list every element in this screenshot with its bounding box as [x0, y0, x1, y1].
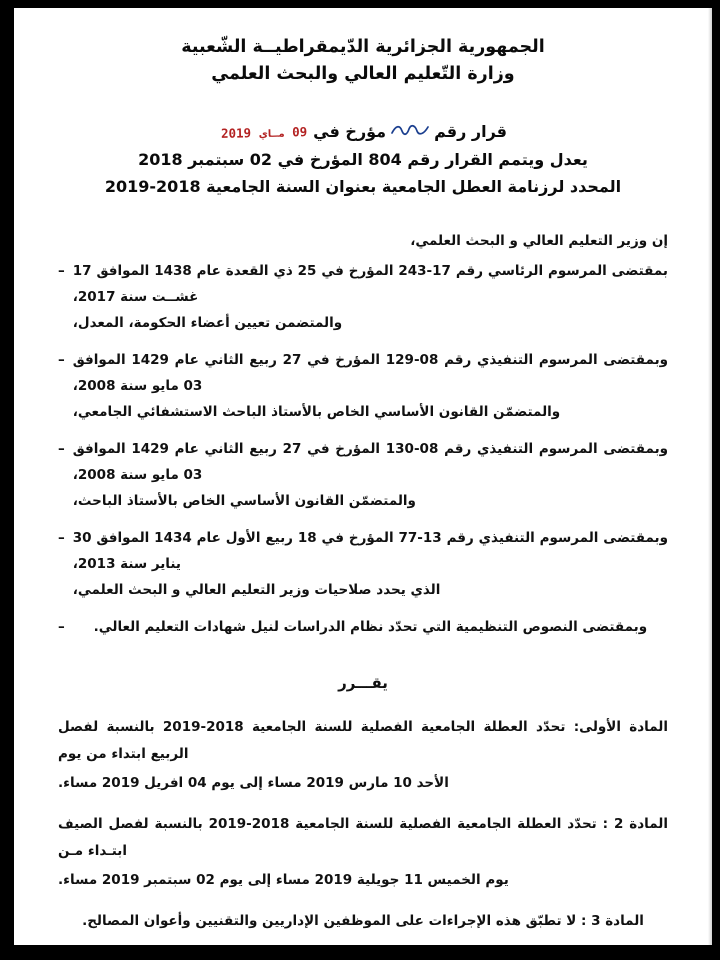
article-main: المادة الأولى: تحدّد العطلة الجامعية الفصلية للسنة الجامعية 2018-2019 بالنسبة لفصل الربيع ابتداء من يوم — [58, 718, 668, 762]
decree-dated-label: مؤرخ في — [313, 122, 387, 142]
date-stamp — [219, 121, 310, 144]
clause-text — [73, 436, 668, 515]
ministry-header: وزارة التّعليم العالي والبحث العلمي — [211, 64, 515, 85]
clause-text — [73, 525, 668, 604]
preamble-clause — [58, 258, 668, 337]
decree-prefix-label: قرار رقم — [434, 122, 508, 142]
clause-dash: – — [58, 529, 65, 546]
document-page — [14, 8, 712, 945]
clause-main: بمقتضى المرسوم الرئاسي رقم 17-243 المؤرخ في 25 ذي القعدة عام 1438 الموافق 17 غشــت سنة 2017، — [72, 262, 668, 306]
preamble — [58, 233, 668, 640]
decree-title-line-3: المحدد لرزنامة العطل الجامعية بعنوان السنة الجامعية 2018-2019 — [104, 177, 622, 197]
handwritten-number-icon — [390, 122, 430, 137]
article-text — [58, 811, 668, 894]
article-item — [58, 908, 668, 935]
preamble-clause — [58, 347, 668, 426]
article-text — [58, 908, 668, 935]
clause-main: وبمقتضى المرسوم التنفيذي رقم 08-129 المؤرخ في 27 ربيع الثاني عام 1429 الموافق 03 مايو سنة 2008، — [72, 351, 669, 395]
decree-title — [58, 118, 668, 201]
stamp-month: مــاي — [258, 128, 285, 141]
article-item — [58, 811, 668, 894]
clause-tail: والمتضمّن القانون الأساسي الخاص بالأستاذ الباحث الاستشفائي الجامعي، — [72, 404, 561, 421]
article-continuation: يوم الخميس 11 جويلية 2019 مساء إلى يوم 02 سبتمبر 2019 مساء. — [58, 871, 509, 888]
decides-heading: يقـــرر — [338, 673, 388, 692]
stamp-year: 2019 — [220, 125, 252, 142]
clause-main: وبمقتضى المرسوم التنفيذي رقم 13-77 المؤرخ في 18 ربيع الأول عام 1434 الموافق 30 يناير سنة 2013، — [72, 529, 669, 572]
article-continuation: الأحد 10 مارس 2019 مساء إلى يوم 04 افريل 2019 مساء. — [58, 774, 449, 791]
preamble-lead: إن وزير التعليم العالي و البحث العلمي، — [410, 232, 668, 249]
clause-dash: – — [58, 262, 65, 279]
clause-tail: والمتضمّن القانون الأساسي الخاص بالأستاذ الباحث، — [72, 493, 416, 510]
clause-dash: – — [58, 351, 65, 368]
clause-main: وبمقتضى النصوص التنظيمية التي تحدّد نظام الدراسات لنيل شهادات التعليم العالي. — [93, 618, 648, 635]
decree-title-line-2: يعدل ويتمم القرار رقم 804 المؤرخ في 02 سبتمبر 2018 — [138, 149, 588, 169]
article-main: المادة 2 : تحدّد العطلة الجامعية الفصلية للسنة الجامعية 2018-2019 بالنسبة لفصل الصيف ابتـداء مـن — [58, 815, 668, 859]
masthead — [58, 34, 668, 88]
clause-main: وبمقتضى المرسوم التنفيذي رقم 08-130 المؤرخ في 27 ربيع الثاني عام 1429 الموافق 03 مايو سنة 2008، — [72, 440, 669, 483]
clause-text — [73, 614, 668, 640]
article-main: المادة 3 : لا تطبّق هذه الإجراءات على الموظفين الإداريين والتقنيين وأعوان المصالح. — [82, 912, 644, 929]
decree-number-line — [58, 118, 668, 146]
clause-tail: والمتضمن تعيين أعضاء الحكومة، المعدل، — [72, 315, 343, 332]
article-text — [58, 714, 668, 797]
clause-dash: – — [58, 440, 65, 457]
preamble-clause — [58, 436, 668, 515]
clause-text — [73, 258, 668, 337]
clause-dash: – — [58, 618, 65, 635]
articles-section — [58, 714, 668, 945]
stamp-day: 09 — [291, 124, 308, 140]
preamble-clause — [58, 614, 668, 640]
article-item — [58, 714, 668, 797]
clause-text — [73, 347, 668, 426]
preamble-clause — [58, 525, 668, 604]
clause-tail: الذي يحدد صلاحيات وزير التعليم العالي و البحث العلمي، — [72, 582, 441, 599]
country-header: الجمهورية الجزائرية الدّيمقراطيــة الشّعبية — [181, 37, 545, 57]
